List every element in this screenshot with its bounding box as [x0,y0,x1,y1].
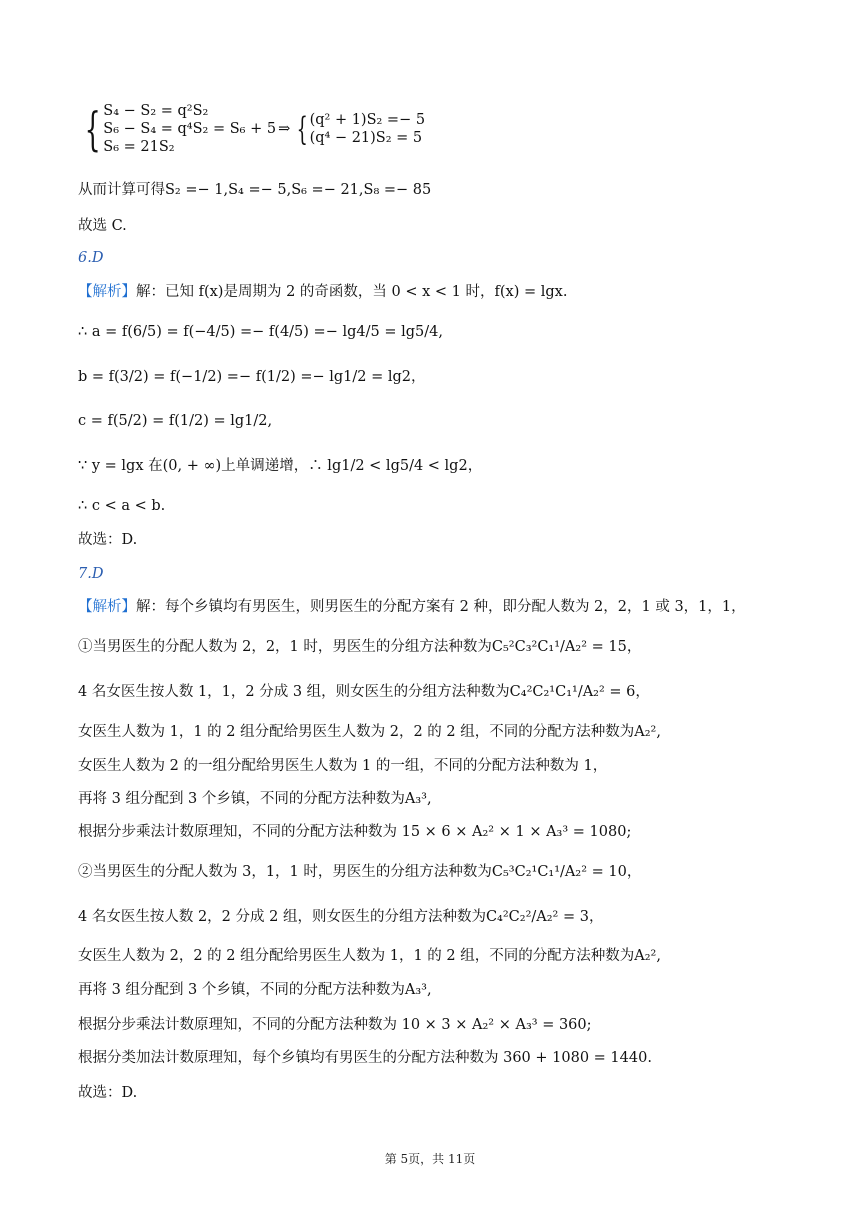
q6-a-line: ∴ a = f(6/5) = f(−4/5) =− f(4/5) =− lg4/5 = lg5/4, [78,324,443,340]
q6-analysis-tag: 【解析】 [78,284,136,300]
q6-order-line: ∴ c < a < b. [78,498,166,514]
q7-line-3: 女医生人数为 1，1 的 2 组分配给男医生人数为 2，2 的 2 组，不同的分配方法种数为A₂², [78,724,661,740]
q7-title: 7.D [78,566,104,582]
system-row-1: S₄ − S₂ = q²S₂ [103,103,209,119]
q7-answer: 故选：D. [78,1085,138,1101]
calc-line: 从而计算可得S₂ =− 1,S₄ =− 5,S₆ =− 21,S₈ =− 85 [78,182,432,198]
q6-intro-line [78,282,567,302]
q7-intro-line [78,597,746,617]
q7-line-10: 再将 3 组分配到 3 个乡镇，不同的分配方法种数为A₃³, [78,982,432,998]
q7-line-9: 女医生人数为 2，2 的 2 组分配给男医生人数为 1，1 的 2 组，不同的分配方法种数为A₂², [78,948,661,964]
q7-line-8: 4 名女医生按人数 2，2 分成 2 组，则女医生的分组方法种数为C₄²C₂²/A₂² = 3， [78,909,604,925]
q6-c-line: c = f(5/2) = f(1/2) = lg1/2, [78,413,273,429]
q6-intro: 解：已知 f(x)是周期为 2 的奇函数，当 0 < x < 1 时，f(x) = lgx. [136,284,568,300]
q7-analysis-tag: 【解析】 [78,599,136,615]
q7-line-2: 4 名女医生按人数 1，1，2 分成 3 组，则女医生的分组方法种数为C₄²C₂¹C₁¹/A₂² = 6， [78,684,650,700]
q6-title: 6.D [78,250,104,266]
q7-line-12: 根据分类加法计数原理知，每个乡镇均有男医生的分配方法种数为 360 + 1080 = 1440. [78,1050,652,1066]
system-row-3: S₆ = 21S₂ [103,139,175,155]
q7-line-4: 女医生人数为 2 的一组分配给男医生人数为 1 的一组，不同的分配方法种数为 1， [78,758,608,774]
q7-line-7: ②当男医生的分配人数为 3，1，1 时，男医生的分组方法种数为C₅³C₂¹C₁¹/A₂² = 10， [78,864,642,880]
system-result-1: (q² + 1)S₂ =− 5 [309,112,426,128]
implies-arrow: ⇒ [278,121,291,137]
q6-b-line: b = f(3/2) = f(−1/2) =− f(1/2) =− lg1/2 = lg2， [78,369,426,385]
q7-line-5: 再将 3 组分配到 3 个乡镇，不同的分配方法种数为A₃³, [78,791,432,807]
q7-intro: 解：每个乡镇均有男医生，则男医生的分配方案有 2 种，即分配人数为 2，2，1 或 3，1，1， [136,599,746,615]
q6-mono-line: ∵ y = lgx 在(0, + ∞)上单调递增，∴ lg1/2 < lg5/4 < lg2， [78,458,483,474]
page-footer: 第 5页，共 11页 [384,1152,476,1166]
equation-system: { S₄ − S₂ = q²S₂ S₆ − S₄ = q⁴S₂ = S₆ + 5 S₆ = 21S₂ ⇒ { (q² + 1)S₂ =− 5 (q⁴ − 21)S₂ = 5 [84,102,426,156]
q7-line-1: ①当男医生的分配人数为 2，2，1 时，男医生的分组方法种数为C₅²C₃²C₁¹/A₂² = 15， [78,639,642,655]
system-result-2: (q⁴ − 21)S₂ = 5 [309,130,423,146]
q6-answer: 故选：D. [78,532,138,548]
system-row-2: S₆ − S₄ = q⁴S₂ = S₆ + 5 [103,121,277,137]
q7-line-11: 根据分步乘法计数原理知，不同的分配方法种数为 10 × 3 × A₂² × A₃³ = 360; [78,1017,592,1033]
choose-c: 故选 C. [78,218,127,234]
q7-line-6: 根据分步乘法计数原理知，不同的分配方法种数为 15 × 6 × A₂² × 1 × A₃³ = 1080; [78,824,632,840]
